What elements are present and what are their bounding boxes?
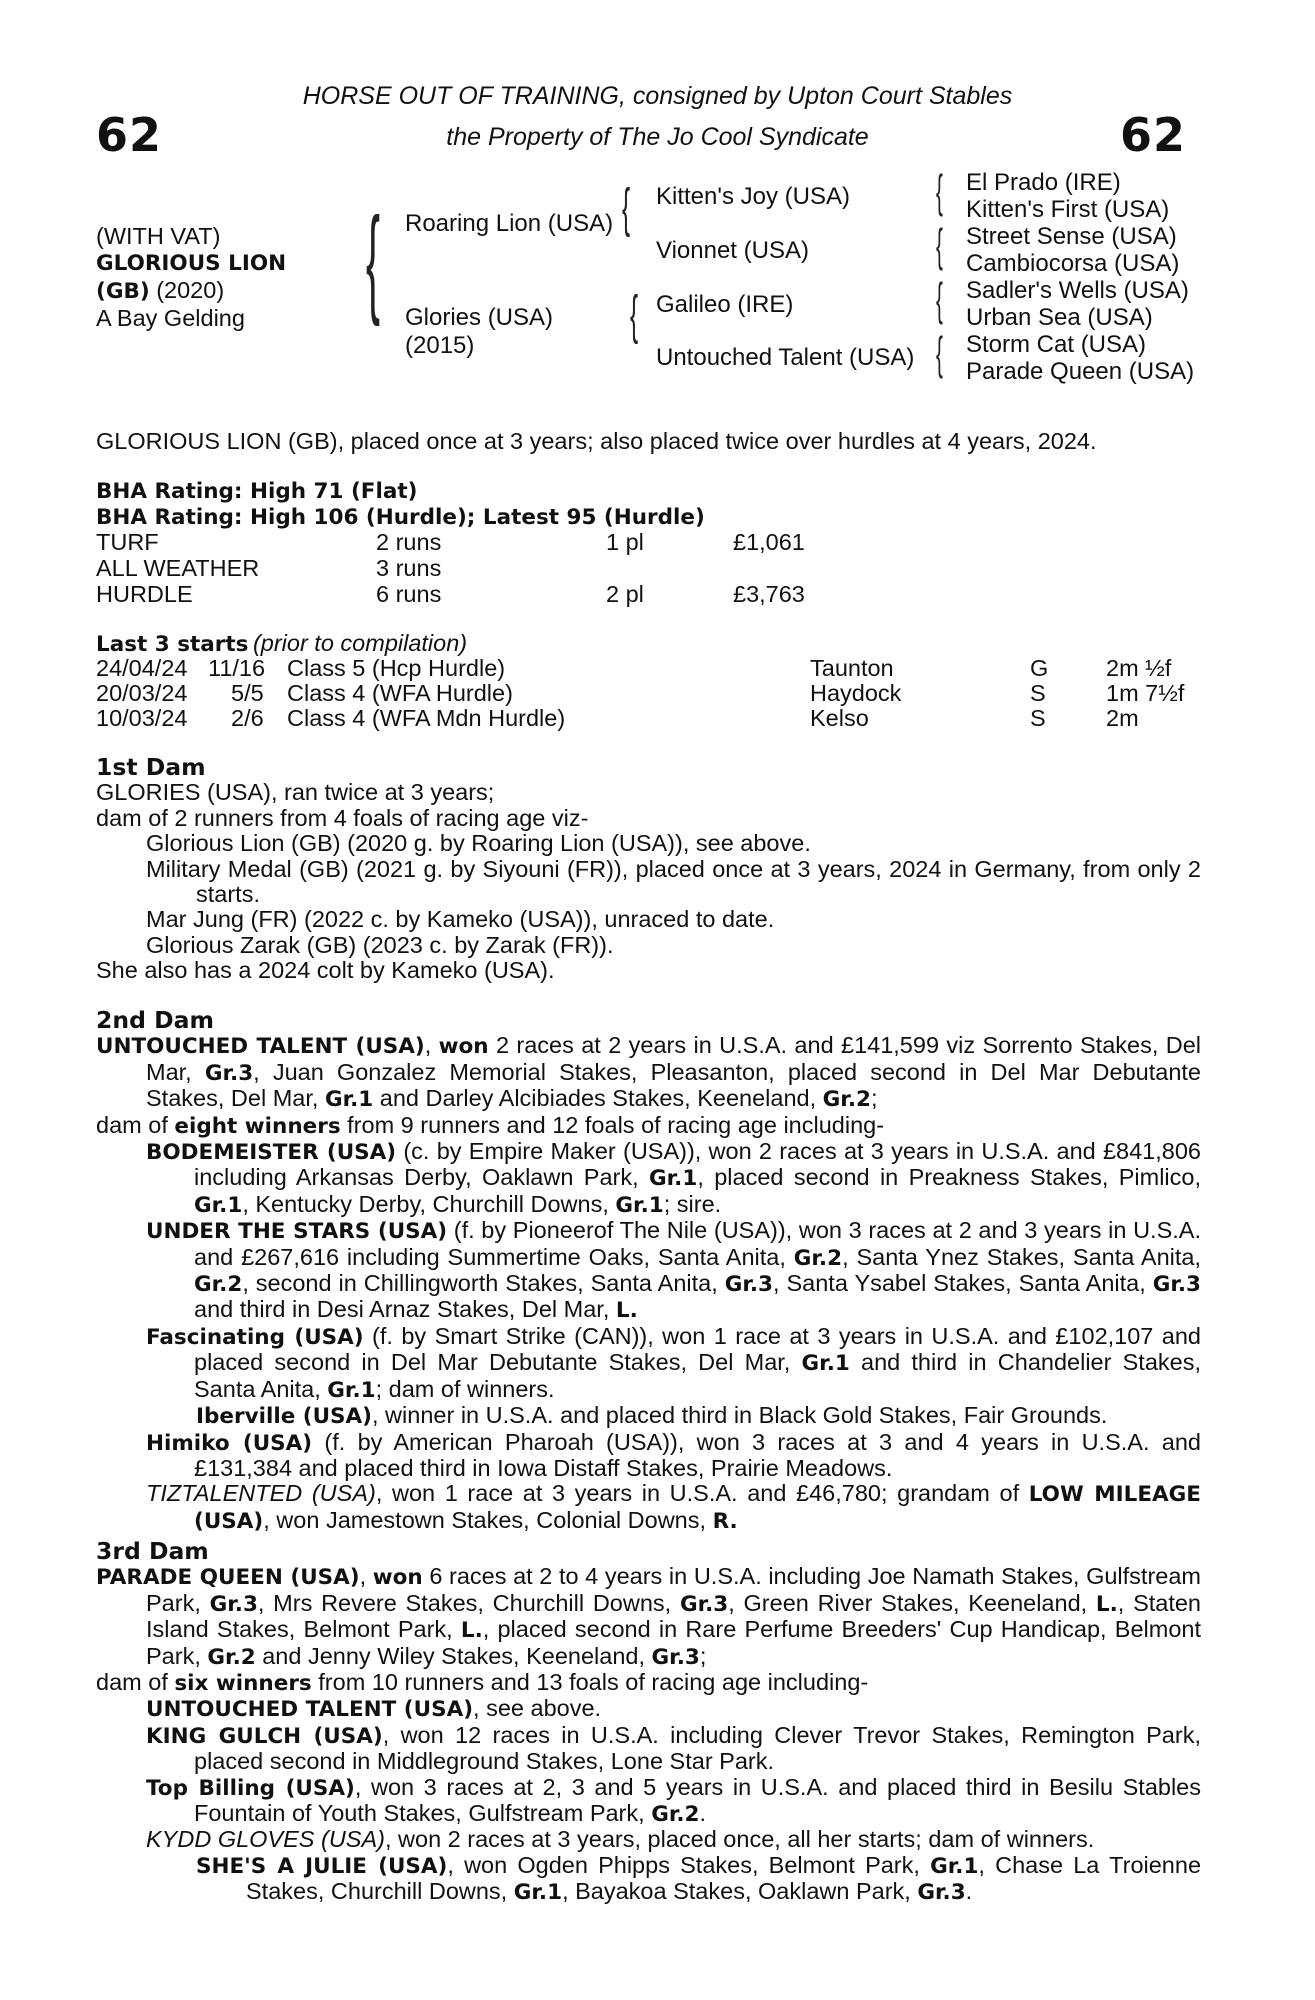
start-distance: 1m 7½f xyxy=(1106,680,1185,706)
pedigree-dds: Storm Cat (USA) xyxy=(966,331,1147,358)
dam-of-label: dam of xyxy=(96,1111,175,1138)
lot-number-left: 62 xyxy=(96,108,163,162)
pedigree-sdd: Cambiocorsa (USA) xyxy=(966,250,1180,277)
pedigree-sire-sire: Kitten's Joy (USA) xyxy=(656,183,850,210)
progeny-entry xyxy=(96,1430,1201,1482)
progeny-text: ; dam of winners. xyxy=(375,1375,555,1402)
first-dam-summary: dam of 2 runners from 4 foals of racing age viz- xyxy=(96,804,589,831)
grade-badge: L. xyxy=(1095,1591,1118,1617)
progeny-text: (f. by American Pharoah (USA)), won 3 races at 3 and 4 years in U.S.A. and £131,384 and placed third in Iowa Distaff Stakes, Prairie Meadows. xyxy=(194,1428,1201,1481)
second-dam-produce-summary xyxy=(96,1113,1201,1139)
grade-badge: L. xyxy=(460,1618,483,1644)
pedigree-dam-year: (2015) xyxy=(405,332,475,359)
start-course: Kelso xyxy=(810,705,869,731)
start-position: 11/16 xyxy=(208,655,266,681)
progeny-text: (f. by Smart Strike (CAN)), won 1 race at 3 years in U.S.A. and £102,107 and placed second in Del Mar Debutante Stakes, Del Mar, xyxy=(194,1322,1201,1376)
pedigree-brace-dd: { xyxy=(936,327,943,379)
grade-badge: Gr.2 xyxy=(651,1802,700,1828)
pedigree-brace-sd: { xyxy=(936,219,943,271)
dam-text: ; xyxy=(699,1642,707,1669)
grandprogeny-entry xyxy=(96,1853,1201,1906)
dam-text: , Juan Gonzalez Memorial Stakes, Pleasanton, placed second in Del Mar Debutante Stakes, Del Mar, xyxy=(146,1058,1202,1112)
progeny-text: , won 1 race at 3 years in U.S.A. and £46,780; grandam of xyxy=(375,1480,1029,1507)
third-dam-heading: 3rd Dam xyxy=(96,1537,209,1565)
produce-entry: Glorious Zarak (GB) (2023 c. by Zarak (FR)). xyxy=(146,931,614,958)
progeny-name: SHE'S A JULIE (USA) xyxy=(196,1853,448,1879)
pedigree-brace-dam: { xyxy=(630,285,639,345)
vat-note: (WITH VAT) xyxy=(96,223,221,249)
progeny-text: . xyxy=(699,1800,707,1827)
pedigree-brace-main: { xyxy=(366,193,381,327)
rating-hurdle: BHA Rating: High 106 (Hurdle); Latest 95 (Hurdle) xyxy=(96,505,705,530)
progeny-name: KYDD GLOVES (USA) xyxy=(146,1826,385,1853)
horse-description: A Bay Gelding xyxy=(96,305,245,331)
progeny-name: UNTOUCHED TALENT (USA) xyxy=(146,1697,474,1723)
header-property: the Property of The Jo Cool Syndicate xyxy=(446,123,869,151)
progeny-text: , Kentucky Derby, Churchill Downs, xyxy=(242,1190,616,1217)
second-dam-paragraph: UNTOUCHED TALENT (USA), won 2 races at 2 years in U.S.A. and £141,599 viz Sorrento Stakes, Del Mar, Gr.3, Juan Gonzalez Memorial Stakes, Pleasanton, placed second in Del Mar Debutante Stakes, Del Mar, Gr.1 and Darley Alcibiades Stakes, Keeneland, Gr.2; xyxy=(96,1032,1202,1113)
grade-badge: Gr.3 xyxy=(1152,1272,1201,1298)
grandprogeny-name: LOW MILEAGE (USA) xyxy=(194,1482,1201,1534)
start-going: G xyxy=(1030,655,1049,681)
start-course: Taunton xyxy=(810,655,894,681)
grade-badge: Gr.3 xyxy=(917,1880,966,1906)
dam-text: 2 races at 2 years in U.S.A. and £141,599 viz Sorrento Stakes, Del Mar, xyxy=(146,1032,1201,1085)
third-dam-produce-summary xyxy=(96,1670,1201,1696)
record-prize: £3,763 xyxy=(733,581,805,607)
grade-badge: Gr.2 xyxy=(822,1087,871,1113)
pedigree-sss: El Prado (IRE) xyxy=(966,169,1121,196)
record-prize: £1,061 xyxy=(733,529,805,555)
pedigree-sire-dam: Vionnet (USA) xyxy=(656,237,809,264)
record-runs: 3 runs xyxy=(376,555,442,581)
record-placed: 1 pl xyxy=(606,529,644,555)
progeny-name: Iberville (USA) xyxy=(196,1404,372,1430)
progeny-name: Himiko (USA) xyxy=(146,1430,313,1456)
record-runs: 6 runs xyxy=(376,581,442,607)
grade-badge: Gr.2 xyxy=(207,1644,256,1670)
record-surface: TURF xyxy=(96,529,159,555)
progeny-text: and third in Chandelier Stakes, Santa Anita, xyxy=(194,1349,1201,1402)
dam-text: , Mrs Revere Stakes, Churchill Downs, xyxy=(257,1589,680,1616)
won-label: won xyxy=(372,1565,423,1591)
pedigree-dam-dam: Untouched Talent (USA) xyxy=(656,344,915,371)
progeny-name: UNDER THE STARS (USA) xyxy=(146,1219,448,1245)
record-placed: 2 pl xyxy=(606,581,644,607)
start-course: Haydock xyxy=(810,680,902,706)
progeny-name: Top Billing (USA) xyxy=(146,1775,355,1801)
progeny-text: , see above. xyxy=(473,1695,602,1722)
progeny-text: , Santa Ysabel Stakes, Santa Anita, xyxy=(773,1270,1153,1297)
start-going: S xyxy=(1030,705,1046,731)
rating-flat: BHA Rating: High 71 (Flat) xyxy=(96,479,418,504)
produce-entry: Military Medal (GB) (2021 g. by Siyouni (FR)), placed once at 3 years, 2024 in Germany, from only 2 starts. xyxy=(146,855,1201,908)
pedigree-dss: Sadler's Wells (USA) xyxy=(966,277,1189,304)
second-dam-heading: 2nd Dam xyxy=(96,1006,214,1034)
grade-badge: Gr.1 xyxy=(930,1853,979,1879)
progeny-entry xyxy=(96,1403,1201,1429)
pedigree-dam: Glories (USA) xyxy=(405,304,554,331)
dam-text: and Darley Alcibiades Stakes, Keeneland, xyxy=(373,1085,823,1112)
grade-badge: Gr.3 xyxy=(204,1060,254,1086)
pedigree-brace-sire: { xyxy=(622,178,631,238)
progeny-entry xyxy=(96,1827,1201,1852)
progeny-text: , won Ogden Phipps Stakes, Belmont Park, xyxy=(447,1851,931,1878)
progeny-text: ; sire. xyxy=(663,1190,722,1217)
grade-badge: L. xyxy=(615,1298,638,1324)
progeny-text: (f. by Pioneerof The Nile (USA)), won 3 races at 2 and 3 years in U.S.A. and £267,616 including Summertime Oaks, Santa Anita, xyxy=(194,1217,1201,1270)
progeny-text: , second in Chillingworth Stakes, Santa Anita, xyxy=(242,1270,725,1297)
first-dam-section xyxy=(96,755,1201,984)
pedigree-ddd: Parade Queen (USA) xyxy=(966,358,1195,385)
first-dam-heading: 1st Dam xyxy=(96,753,206,781)
last-starts-title: Last 3 starts xyxy=(96,632,249,657)
grade-badge: Gr.1 xyxy=(194,1192,243,1218)
start-race: Class 5 (Hcp Hurdle) xyxy=(287,655,506,681)
grade-badge: R. xyxy=(712,1508,738,1534)
header-consignor: HORSE OUT OF TRAINING, consigned by Upton Court Stables xyxy=(302,82,1013,110)
progeny-text: and third in Desi Arnaz Stakes, Del Mar, xyxy=(194,1296,616,1323)
grade-badge: Gr.1 xyxy=(327,1377,376,1403)
grade-badge: Gr.3 xyxy=(651,1644,700,1670)
pedigree-brace-ds: { xyxy=(936,273,943,325)
start-race: Class 4 (WFA Mdn Hurdle) xyxy=(287,705,566,731)
third-dam-section xyxy=(96,1539,1201,1906)
progeny-entry xyxy=(96,1139,1201,1218)
produce-entry: Mar Jung (FR) (2022 c. by Kameko (USA)), unraced to date. xyxy=(146,906,775,933)
third-dam-paragraph: PARADE QUEEN (USA), won 6 races at 2 to 4 years in U.S.A. including Joe Namath Stakes, Gulfstream Park, Gr.3, Mrs Revere Stakes, Churchill Downs, Gr.3, Green River Stakes, Keeneland, L., Staten Island Stakes, Belmont Park, L., placed second in Rare Perfume Breeders' Cup Handicap, Belmont Park, Gr.2 and Jenny Wiley Stakes, Keeneland, Gr.3; xyxy=(96,1563,1202,1670)
grade-badge: Gr.1 xyxy=(513,1880,563,1906)
progeny-text: , Chase La Troienne Stakes, Churchill Downs, xyxy=(246,1851,1202,1905)
grade-badge: Gr.2 xyxy=(793,1245,843,1271)
grade-badge: Gr.1 xyxy=(615,1192,664,1218)
summary-line: GLORIOUS LION (GB), placed once at 3 years; also placed twice over hurdles at 4 years, 2024. xyxy=(96,428,1097,454)
progeny-text: , won Jamestown Stakes, Colonial Downs, xyxy=(263,1506,713,1533)
grade-badge: Gr.3 xyxy=(724,1272,774,1298)
progeny-text: , won 3 races at 2, 3 and 5 years in U.S.A. and placed third in Besilu Stables Fountain of Youth Stakes, Gulfstream Park, xyxy=(194,1773,1201,1827)
progeny-entry xyxy=(96,1775,1201,1828)
record-surface: HURDLE xyxy=(96,581,193,607)
start-distance: 2m xyxy=(1106,705,1139,731)
progeny-entry xyxy=(96,1218,1201,1324)
dam-text: , placed second in Rare Perfume Breeders' Cup Handicap, Belmont Park, xyxy=(146,1616,1201,1669)
pedigree-ssd: Kitten's First (USA) xyxy=(966,196,1170,223)
first-dam-intro: GLORIES (USA), ran twice at 3 years; xyxy=(96,779,495,806)
progeny-entry xyxy=(96,1324,1201,1403)
start-position: 2/6 xyxy=(231,705,264,731)
first-dam-outro: She also has a 2024 colt by Kameko (USA). xyxy=(96,957,555,984)
winners-count: eight winners xyxy=(174,1113,341,1139)
grade-badge: Gr.3 xyxy=(209,1591,258,1617)
progeny-text: , won 12 races in U.S.A. including Clever Trevor Stakes, Remington Park, placed second in Middleground Stakes, Lone Star Park. xyxy=(194,1721,1201,1775)
progeny-entry xyxy=(96,1481,1201,1534)
start-date: 24/04/24 xyxy=(96,655,188,681)
progeny-text: , Santa Ynez Stakes, Santa Anita, xyxy=(842,1243,1201,1270)
progeny-name: TIZTALENTED (USA) xyxy=(146,1480,376,1507)
horse-name: GLORIOUS LION xyxy=(96,251,287,276)
grade-badge: Gr.1 xyxy=(649,1166,698,1192)
dam-text: 6 races at 2 to 4 years in U.S.A. including Joe Namath Stakes, Gulfstream Park, xyxy=(146,1563,1201,1616)
second-dam-section xyxy=(96,1008,1201,1534)
record-runs: 2 runs xyxy=(376,529,442,555)
progeny-entry xyxy=(96,1723,1201,1775)
grade-badge: Gr.1 xyxy=(801,1351,850,1377)
dam-name: UNTOUCHED TALENT (USA) xyxy=(96,1034,425,1060)
dam-text: , Green River Stakes, Keeneland, xyxy=(728,1589,1096,1616)
grade-badge: Gr.3 xyxy=(679,1591,729,1617)
pedigree-sds: Street Sense (USA) xyxy=(966,223,1177,250)
grade-badge: Gr.1 xyxy=(324,1087,374,1113)
start-distance: 2m ½f xyxy=(1106,655,1172,681)
progeny-text: , placed second in Preakness Stakes, Pimlico, xyxy=(697,1164,1201,1191)
horse-year: (2020) xyxy=(149,277,225,303)
start-date: 10/03/24 xyxy=(96,705,188,731)
progeny-text: (c. by Empire Maker (USA)), won 2 races at 3 years in U.S.A. and £841,806 including Arkansas Derby, Oaklawn Park, xyxy=(194,1138,1201,1191)
dam-of-text: from 10 runners and 13 foals of racing age including- xyxy=(311,1669,869,1696)
dam-text: , Staten Island Stakes, Belmont Park, xyxy=(146,1589,1202,1643)
progeny-name: BODEMEISTER (USA) xyxy=(146,1140,397,1166)
pedigree-brace-ss: { xyxy=(936,165,943,217)
lot-number-right: 62 xyxy=(1120,108,1187,162)
dam-of-text: from 9 runners and 12 foals of racing age including- xyxy=(340,1111,885,1138)
progeny-text: , won 2 races at 3 years, placed once, all her starts; dam of winners. xyxy=(384,1826,1095,1853)
produce-entry: Glorious Lion (GB) (2020 g. by Roaring Lion (USA)), see above. xyxy=(146,830,811,857)
pedigree-sire: Roaring Lion (USA) xyxy=(405,210,614,237)
horse-identity xyxy=(96,223,286,332)
pedigree-dam-sire: Galileo (IRE) xyxy=(656,291,794,318)
pedigree-dsd: Urban Sea (USA) xyxy=(966,304,1153,331)
dam-name: PARADE QUEEN (USA) xyxy=(96,1565,360,1591)
winners-count: six winners xyxy=(174,1671,312,1697)
progeny-text: , winner in U.S.A. and placed third in Black Gold Stakes, Fair Grounds. xyxy=(372,1402,1108,1429)
start-race: Class 4 (WFA Hurdle) xyxy=(287,680,513,706)
progeny-name: KING GULCH (USA) xyxy=(146,1723,383,1749)
record-surface: ALL WEATHER xyxy=(96,555,260,581)
dam-text: ; xyxy=(870,1085,878,1112)
start-date: 20/03/24 xyxy=(96,680,188,706)
progeny-text: . xyxy=(965,1878,973,1905)
last-starts-note: (prior to compilation) xyxy=(252,630,468,656)
dam-text: and Jenny Wiley Stakes, Keeneland, xyxy=(255,1642,652,1669)
grade-badge: Gr.2 xyxy=(194,1272,243,1298)
horse-country: (GB) xyxy=(96,279,150,304)
dam-of-label: dam of xyxy=(96,1669,175,1696)
progeny-name: Fascinating (USA) xyxy=(146,1324,364,1350)
won-label: won xyxy=(438,1034,489,1060)
progeny-entry xyxy=(96,1696,1201,1722)
start-position: 5/5 xyxy=(231,680,264,706)
progeny-text: , Bayakoa Stakes, Oaklawn Park, xyxy=(562,1878,918,1905)
start-going: S xyxy=(1030,680,1046,706)
